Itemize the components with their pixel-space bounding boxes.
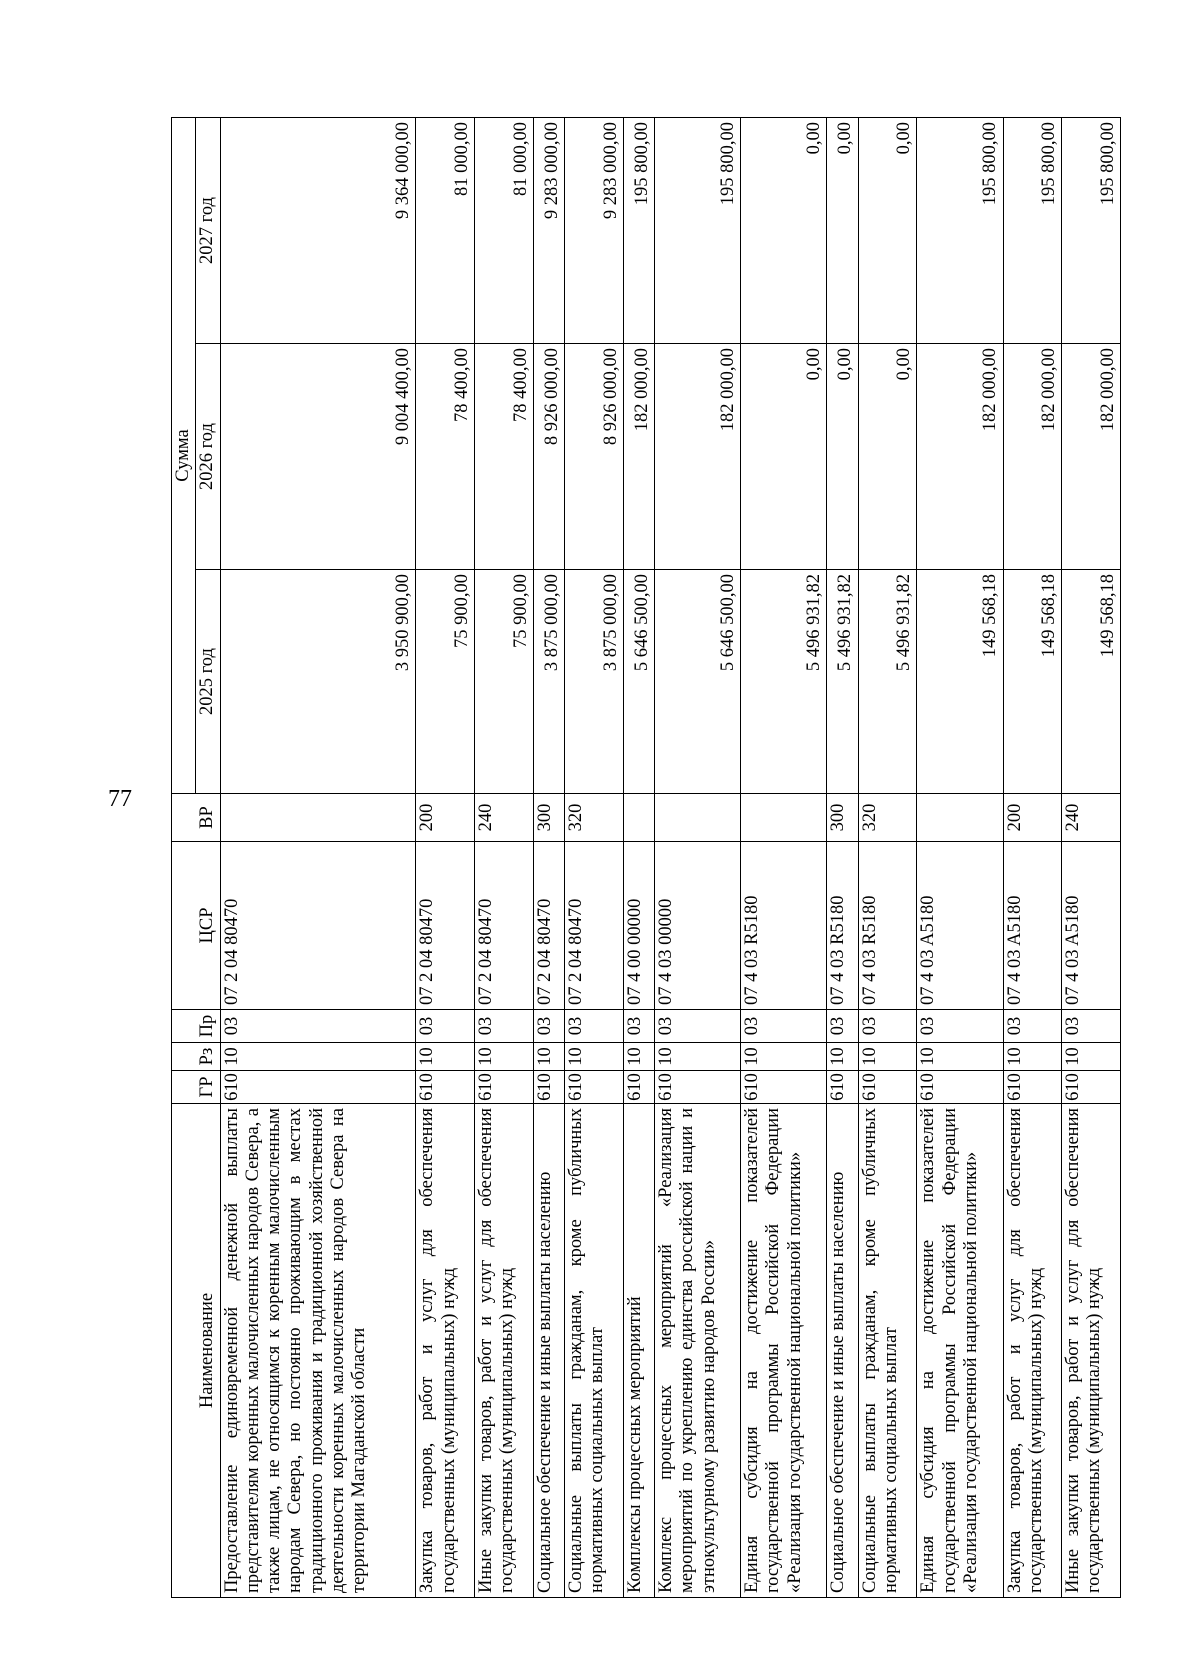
row-pr: 03 — [741, 1010, 827, 1043]
row-vr: 300 — [533, 794, 564, 842]
row-csr: 07 2 04 80470 — [475, 842, 534, 1010]
row-2027: 9 283 000,00 — [533, 117, 564, 343]
row-2026: 182 000,00 — [1062, 344, 1121, 570]
row-2027: 0,00 — [858, 117, 917, 343]
row-name: Социальные выплаты гражданам, кроме публичных нормативных социальных выплат — [565, 1104, 624, 1598]
row-gr: 610 — [533, 1071, 564, 1104]
row-2026: 8 926 000,00 — [533, 344, 564, 570]
rotated-table-wrapper — [171, 118, 1121, 1598]
row-name: Закупка товаров, работ и услуг для обеспечения государственных (муниципальных) нужд — [416, 1104, 475, 1598]
row-vr — [623, 794, 654, 842]
row-vr: 320 — [565, 794, 624, 842]
header-name: Наименование — [172, 1104, 221, 1598]
row-name: Иные закупки товаров, работ и услуг для обеспечения государственных (муниципальных) нужд — [1062, 1104, 1121, 1598]
table-row — [1062, 117, 1121, 1597]
row-rz: 10 — [858, 1043, 917, 1071]
row-name: Иные закупки товаров, работ и услуг для обеспечения государственных (муниципальных) нужд — [475, 1104, 534, 1598]
row-2026: 9 004 400,00 — [220, 344, 416, 570]
header-gr: ГР — [172, 1071, 221, 1104]
row-pr: 03 — [917, 1010, 1003, 1043]
row-rz: 10 — [533, 1043, 564, 1071]
row-gr: 610 — [858, 1071, 917, 1104]
table-row — [565, 117, 624, 1597]
row-2026: 182 000,00 — [623, 344, 654, 570]
header-2027: 2027 год — [196, 117, 220, 343]
header-vr: ВР — [172, 794, 221, 842]
table-row — [623, 117, 654, 1597]
row-2026: 8 926 000,00 — [565, 344, 624, 570]
row-pr: 03 — [565, 1010, 624, 1043]
header-pr: Пр — [172, 1010, 221, 1043]
row-name: Социальные выплаты гражданам, кроме публичных нормативных социальных выплат — [858, 1104, 917, 1598]
row-2027: 195 800,00 — [655, 117, 741, 343]
row-vr: 320 — [858, 794, 917, 842]
row-2027: 81 000,00 — [416, 117, 475, 343]
row-name: Комплекс процессных мероприятий «Реализация мероприятий по укреплению единства российской нации и этнокультурному развитию народов России» — [655, 1104, 741, 1598]
header-csr: ЦСР — [172, 842, 221, 1010]
row-pr: 03 — [533, 1010, 564, 1043]
row-gr: 610 — [565, 1071, 624, 1104]
row-pr: 03 — [858, 1010, 917, 1043]
row-2025: 5 496 931,82 — [858, 570, 917, 794]
row-2026: 182 000,00 — [1003, 344, 1062, 570]
row-csr: 07 4 03 A5180 — [1003, 842, 1062, 1010]
row-csr: 07 4 03 R5180 — [741, 842, 827, 1010]
row-gr: 610 — [220, 1071, 416, 1104]
row-gr: 610 — [475, 1071, 534, 1104]
row-vr — [917, 794, 1003, 842]
row-2026: 0,00 — [858, 344, 917, 570]
row-gr: 610 — [741, 1071, 827, 1104]
header-2026: 2026 год — [196, 344, 220, 570]
row-name: Единая субсидия на достижение показателей государственной программы Российской Федерации «Реализация государственной национальной политики» — [917, 1104, 1003, 1598]
budget-table — [171, 117, 1121, 1598]
table-row — [917, 117, 1003, 1597]
row-csr: 07 4 03 A5180 — [917, 842, 1003, 1010]
row-rz: 10 — [565, 1043, 624, 1071]
row-2026: 0,00 — [827, 344, 858, 570]
table-row — [827, 117, 858, 1597]
row-vr: 200 — [416, 794, 475, 842]
row-rz: 10 — [1003, 1043, 1062, 1071]
row-2025: 3 950 900,00 — [220, 570, 416, 794]
page-number: 77 — [108, 786, 132, 812]
header-2025: 2025 год — [196, 570, 220, 794]
table-row — [858, 117, 917, 1597]
row-gr: 610 — [416, 1071, 475, 1104]
row-2026: 182 000,00 — [917, 344, 1003, 570]
row-pr: 03 — [1003, 1010, 1062, 1043]
row-2025: 149 568,18 — [1003, 570, 1062, 794]
row-gr: 610 — [1003, 1071, 1062, 1104]
row-2025: 5 496 931,82 — [827, 570, 858, 794]
row-gr: 610 — [655, 1071, 741, 1104]
row-gr: 610 — [623, 1071, 654, 1104]
row-2026: 78 400,00 — [416, 344, 475, 570]
row-2027: 9 283 000,00 — [565, 117, 624, 343]
row-2026: 182 000,00 — [655, 344, 741, 570]
row-name: Социальное обеспечение и иные выплаты населению — [827, 1104, 858, 1598]
row-csr: 07 4 03 00000 — [655, 842, 741, 1010]
row-2025: 5 646 500,00 — [623, 570, 654, 794]
row-2027: 0,00 — [741, 117, 827, 343]
row-vr — [741, 794, 827, 842]
row-gr: 610 — [917, 1071, 1003, 1104]
row-vr — [220, 794, 416, 842]
row-csr: 07 4 03 R5180 — [858, 842, 917, 1010]
row-2027: 9 364 000,00 — [220, 117, 416, 343]
row-csr: 07 4 03 A5180 — [1062, 842, 1121, 1010]
row-2025: 5 646 500,00 — [655, 570, 741, 794]
row-vr: 240 — [1062, 794, 1121, 842]
table-row — [533, 117, 564, 1597]
row-2027: 81 000,00 — [475, 117, 534, 343]
row-2026: 0,00 — [741, 344, 827, 570]
row-2026: 78 400,00 — [475, 344, 534, 570]
row-2027: 195 800,00 — [1062, 117, 1121, 343]
row-name: Социальное обеспечение и иные выплаты населению — [533, 1104, 564, 1598]
row-2027: 0,00 — [827, 117, 858, 343]
row-name: Предоставление единовременной денежной выплаты представителям коренных малочисленных народов Севера, а также лицам, не относящимся к коренным малочисленным народам Севера, но постоянно проживающим в местах традиционного проживания и традиционной хозяйственной деятельности коренных малочисленных народов Севера на территории Магаданской области — [220, 1104, 416, 1598]
row-2027: 195 800,00 — [917, 117, 1003, 343]
table-row — [475, 117, 534, 1597]
row-2027: 195 800,00 — [623, 117, 654, 343]
row-name: Единая субсидия на достижение показателей государственной программы Российской Федерации «Реализация государственной национальной политики» — [741, 1104, 827, 1598]
header-sum: Сумма — [172, 117, 196, 793]
row-pr: 03 — [827, 1010, 858, 1043]
row-2025: 3 875 000,00 — [565, 570, 624, 794]
row-2025: 149 568,18 — [917, 570, 1003, 794]
row-vr: 300 — [827, 794, 858, 842]
header-row-1 — [172, 117, 196, 1597]
row-pr: 03 — [1062, 1010, 1121, 1043]
row-rz: 10 — [741, 1043, 827, 1071]
table-row — [220, 117, 416, 1597]
row-gr: 610 — [1062, 1071, 1121, 1104]
row-rz: 10 — [1062, 1043, 1121, 1071]
row-name: Закупка товаров, работ и услуг для обеспечения государственных (муниципальных) нужд — [1003, 1104, 1062, 1598]
row-2025: 149 568,18 — [1062, 570, 1121, 794]
table-row — [416, 117, 475, 1597]
table-row — [1003, 117, 1062, 1597]
row-rz: 10 — [475, 1043, 534, 1071]
header-rz: Рз — [172, 1043, 221, 1071]
row-rz: 10 — [655, 1043, 741, 1071]
row-rz: 10 — [416, 1043, 475, 1071]
row-pr: 03 — [220, 1010, 416, 1043]
row-2025: 5 496 931,82 — [741, 570, 827, 794]
row-vr: 240 — [475, 794, 534, 842]
row-rz: 10 — [827, 1043, 858, 1071]
table-row — [741, 117, 827, 1597]
row-csr: 07 2 04 80470 — [533, 842, 564, 1010]
row-2025: 75 900,00 — [475, 570, 534, 794]
row-csr: 07 2 04 80470 — [220, 842, 416, 1010]
row-csr: 07 2 04 80470 — [416, 842, 475, 1010]
row-2027: 195 800,00 — [1003, 117, 1062, 343]
row-pr: 03 — [475, 1010, 534, 1043]
row-pr: 03 — [655, 1010, 741, 1043]
row-csr: 07 4 03 R5180 — [827, 842, 858, 1010]
row-pr: 03 — [416, 1010, 475, 1043]
row-2025: 3 875 000,00 — [533, 570, 564, 794]
row-gr: 610 — [827, 1071, 858, 1104]
row-csr: 07 4 00 00000 — [623, 842, 654, 1010]
row-2025: 75 900,00 — [416, 570, 475, 794]
row-rz: 10 — [623, 1043, 654, 1071]
row-name: Комплексы процессных мероприятий — [623, 1104, 654, 1598]
row-vr: 200 — [1003, 794, 1062, 842]
row-pr: 03 — [623, 1010, 654, 1043]
row-rz: 10 — [220, 1043, 416, 1071]
row-rz: 10 — [917, 1043, 1003, 1071]
row-vr — [655, 794, 741, 842]
table-row — [655, 117, 741, 1597]
row-csr: 07 2 04 80470 — [565, 842, 624, 1010]
